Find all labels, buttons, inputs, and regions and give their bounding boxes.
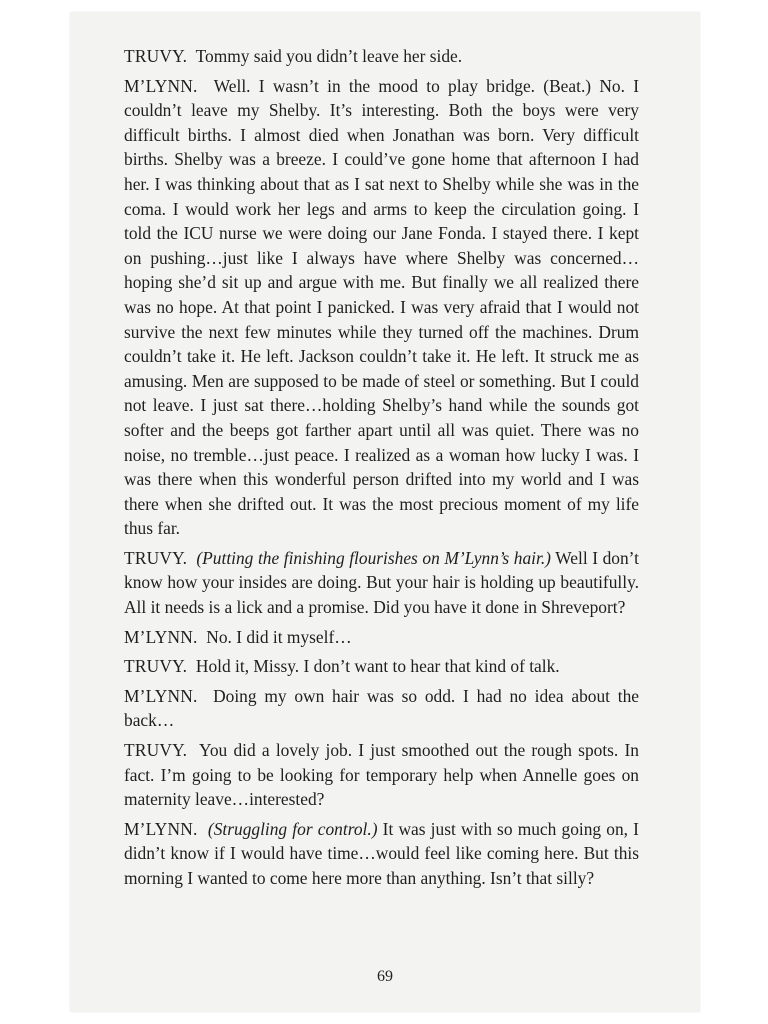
stage-direction: (Putting the finishing flourishes on M’Lynn’s hair.) bbox=[196, 547, 551, 568]
dialogue-text: Well. I wasn’t in the mood to play bridge. (Beat.) No. I couldn’t leave my Shelby. It’s interesting. Both the boys were very difficult births. I almost died when Jonathan was born. Very difficult births. Shelby was a breeze. I could’ve gone home that afternoon I had her. I was thinking about that as I sat next to Shelby while she was in the coma. I would work her legs and arms to keep the circulation going. I told the ICU nurse we were doing our Jane Fonda. I stayed there. I kept on pushing…just like I always have where Shelby was concerned…hoping she’d sit up and argue with me. But finally we all realized there was no hope. At that point I panicked. I was very afraid that I would not survive the next few minutes while they turned off the machines. Drum couldn’t take it. He left. Jackson couldn’t take it. He left. It struck me as amusing. Men are supposed to be made of steel or something. But I could not leave. I just sat there…holding Shelby’s hand while the sounds got softer and the beeps got farther apart until all was quiet. There was no noise, no tremble…just peace. I realized as a woman how lucky I was. I was there when this wonderful person drifted into my world and I was there when she drifted out. It was the most precious moment of my life thus far. bbox=[124, 75, 639, 539]
dialogue-paragraph bbox=[124, 546, 639, 620]
page-number: 69 bbox=[377, 968, 393, 985]
dialogue-text: It was just with so much going on, I didn’t know if I would have time…would feel like coming here. But this morning I wanted to come here more than anything. Isn’t that silly? bbox=[124, 818, 639, 888]
speaker-name: M’LYNN. bbox=[124, 685, 198, 706]
dialogue-text: Doing my own hair was so odd. I had no idea about the back… bbox=[124, 685, 639, 731]
stage-direction: (Struggling for control.) bbox=[207, 818, 378, 839]
dialogue-text: Tommy said you didn’t leave her side. bbox=[195, 46, 463, 66]
dialogue-text: No. I did it myself… bbox=[206, 626, 352, 647]
dialogue-paragraph bbox=[124, 684, 639, 733]
book-page bbox=[70, 12, 700, 1012]
speaker-name: TRUVY. bbox=[124, 656, 188, 677]
speaker-name: M’LYNN. bbox=[124, 818, 198, 839]
dialogue-text: Hold it, Missy. I don’t want to hear that kind of talk. bbox=[195, 656, 560, 677]
speaker-name: TRUVY. bbox=[124, 740, 188, 761]
dialogue-paragraph bbox=[124, 738, 639, 812]
dialogue-paragraph bbox=[124, 817, 639, 891]
dialogue-paragraph bbox=[124, 625, 639, 650]
dialogue-paragraph bbox=[124, 654, 639, 679]
speaker-name: TRUVY. bbox=[124, 46, 188, 66]
script-text bbox=[124, 44, 639, 896]
dialogue-paragraph bbox=[124, 44, 639, 69]
speaker-name: TRUVY. bbox=[124, 547, 188, 568]
dialogue-paragraph bbox=[124, 74, 639, 541]
speaker-name: M’LYNN. bbox=[124, 75, 198, 96]
dialogue-text: Well I don’t know how your insides are doing. But your hair is holding up beautifully. All it needs is a lick and a promise. Did you have it done in Shreveport? bbox=[124, 547, 639, 618]
dialogue-text: You did a lovely job. I just smoothed out the rough spots. In fact. I’m going to be looking for temporary help when Annelle goes on maternity leave…interested? bbox=[124, 740, 639, 810]
speaker-name: M’LYNN. bbox=[124, 626, 198, 647]
